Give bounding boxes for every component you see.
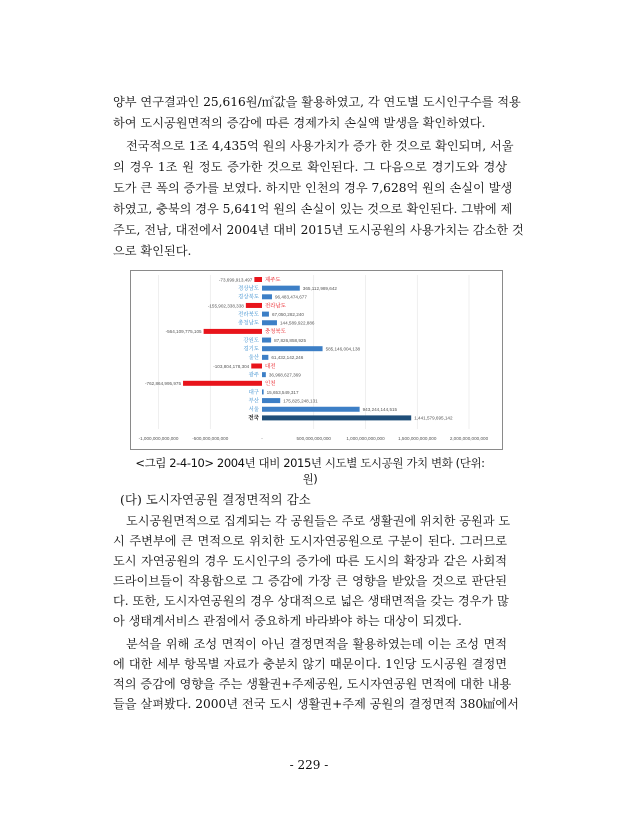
bar bbox=[262, 346, 323, 351]
bar bbox=[262, 389, 264, 394]
value-label: 365,112,989,642 bbox=[302, 285, 337, 291]
x-tick-label: 1,000,000,000,000 bbox=[346, 436, 385, 441]
text-line: 드라이브들이 작용함으로 그 증감에 가장 큰 영향을 받았을 것으로 판단된 bbox=[113, 574, 507, 588]
text-line: 전국적으로 1조 4,435억 원의 사용가치가 증가 한 것으로 확인되며, 서울 bbox=[126, 139, 514, 153]
bar-chart bbox=[130, 270, 503, 450]
text-line: 시 주변부에 큰 면적으로 위치한 도시자연공원으로 구분이 된다. 그러므로 bbox=[113, 534, 507, 548]
value-label: 67,050,282,240 bbox=[271, 311, 304, 317]
bar bbox=[251, 364, 262, 369]
bar bbox=[183, 381, 262, 386]
x-tick-label: 500,000,000,000 bbox=[296, 436, 331, 441]
value-label: 1,441,579,695,142 bbox=[414, 415, 453, 421]
category-label: 인천 bbox=[265, 381, 276, 388]
text-line: 하였고, 충북의 경우 5,641억 원의 손실이 있는 것으로 확인된다. 그밖에 제 bbox=[113, 202, 513, 216]
bar bbox=[262, 372, 266, 377]
value-label: -564,109,775,105 bbox=[165, 329, 202, 335]
category-label: 서울 bbox=[248, 407, 259, 414]
section-heading: (다) 도시자연공원 결정면적의 감소 bbox=[120, 492, 311, 507]
category-label: 충청남도 bbox=[238, 320, 259, 327]
category-label: 경기도 bbox=[243, 346, 259, 353]
bar bbox=[246, 303, 262, 308]
x-tick-label: 1,500,000,000,000 bbox=[398, 436, 437, 441]
category-label: 경상남도 bbox=[238, 285, 259, 292]
bar bbox=[262, 415, 411, 420]
bar bbox=[262, 320, 277, 325]
category-label: 강원도 bbox=[243, 337, 259, 344]
category-label: 충청북도 bbox=[265, 329, 286, 336]
bar bbox=[204, 329, 262, 334]
value-label: 144,589,922,886 bbox=[279, 320, 315, 326]
category-label: 전라남도 bbox=[265, 303, 286, 310]
text-line: 도시공원면적으로 집계되는 각 공원들은 주로 생활권에 위치한 공원과 도 bbox=[126, 514, 511, 528]
text-line: 의 경우 1조 원 정도 증가한 것으로 확인된다. 그 다음으로 경기도와 경상 bbox=[113, 160, 507, 174]
bar bbox=[262, 398, 280, 403]
bar bbox=[262, 407, 360, 412]
value-label: 61,432,142,246 bbox=[271, 355, 304, 361]
value-label: 943,244,144,515 bbox=[362, 407, 398, 413]
text-line: 으로 확인된다. bbox=[113, 244, 192, 258]
text-line: 아 생태계서비스 관점에서 중요하게 바라봐야 하는 대상이 되겠다. bbox=[113, 614, 462, 628]
text-line: 적의 증감에 영향을 주는 생활권+주제공원, 도시자연공원 면적에 대한 내용 bbox=[113, 677, 512, 691]
text-line: 에 대한 세부 항목별 자료가 충분치 않기 때문이다. 1인당 도시공원 결정면 bbox=[113, 657, 507, 671]
text-line: 하여 도시공원면적의 증감에 따른 경제가치 손실액 발생을 확인하였다. bbox=[113, 116, 486, 130]
value-label: 175,825,248,131 bbox=[283, 398, 318, 404]
x-tick-label: - bbox=[261, 436, 263, 441]
category-label: 울산 bbox=[248, 355, 259, 362]
bar bbox=[262, 286, 300, 291]
value-label: -103,804,178,304 bbox=[213, 363, 250, 369]
x-tick-label: 2,000,000,000,000 bbox=[449, 436, 489, 441]
value-label: -73,699,913,497 bbox=[218, 277, 253, 283]
text-line: 주도, 전남, 대전에서 2004년 대비 2015년 도시공원의 사용가치는 감소한 것 bbox=[113, 223, 524, 237]
category-label: 경상북도 bbox=[238, 294, 259, 301]
value-label: 15,653,549,317 bbox=[266, 389, 299, 395]
category-label: 대구 bbox=[248, 389, 259, 396]
category-label: 대전 bbox=[265, 363, 276, 370]
text-line: 양부 연구결과인 25,616원/㎡값을 활용하였고, 각 연도별 도시인구수를 적용 bbox=[113, 95, 521, 109]
value-label: 585,146,004,138 bbox=[325, 346, 361, 352]
value-label: 96,483,474,677 bbox=[274, 294, 307, 300]
value-label: -155,902,338,338 bbox=[207, 303, 244, 309]
bar bbox=[262, 312, 269, 317]
category-label: 부산 bbox=[248, 398, 259, 405]
category-label: 전국 bbox=[248, 415, 259, 422]
x-tick-label: -1,000,000,000,000 bbox=[138, 436, 179, 441]
text-line: 분석을 위해 조성 면적이 아닌 결정면적을 활용하였는데 이는 조성 면적 bbox=[126, 637, 507, 651]
bar bbox=[262, 338, 271, 343]
text-line: 들을 살펴봤다. 2000년 전국 도시 생활권+주제 공원의 결정면적 380㎢에서 bbox=[113, 697, 519, 711]
bar bbox=[262, 355, 268, 360]
text-line: 다. 또한, 도시자연공원의 경우 상대적으로 넓은 생태면적을 갖는 경우가 많 bbox=[113, 594, 509, 608]
category-label: 광주 bbox=[248, 372, 259, 379]
x-tick-label: -500,000,000,000 bbox=[192, 436, 229, 441]
value-label: 36,968,627,369 bbox=[268, 372, 301, 378]
page-number: - 229 - bbox=[289, 758, 329, 772]
value-label: 87,826,858,925 bbox=[274, 337, 307, 343]
value-label: -762,864,995,975 bbox=[145, 381, 182, 387]
bar bbox=[262, 294, 272, 299]
category-label: 전라북도 bbox=[238, 311, 259, 318]
text-line: 도가 큰 폭의 증가를 보였다. 하지만 인천의 경우 7,628억 원의 손실이 발생 bbox=[113, 181, 513, 195]
category-label: 제주도 bbox=[265, 277, 281, 284]
chart-svg bbox=[131, 271, 504, 451]
figure-caption: <그림 2-4-10> 2004년 대비 2015년 시도별 도시공원 가치 변화 (단위: 원) bbox=[135, 456, 485, 486]
text-line: 도시 자연공원의 경우 도시인구의 증가에 따른 도시의 확장과 같은 사회적 bbox=[113, 554, 507, 568]
bar bbox=[254, 277, 262, 282]
